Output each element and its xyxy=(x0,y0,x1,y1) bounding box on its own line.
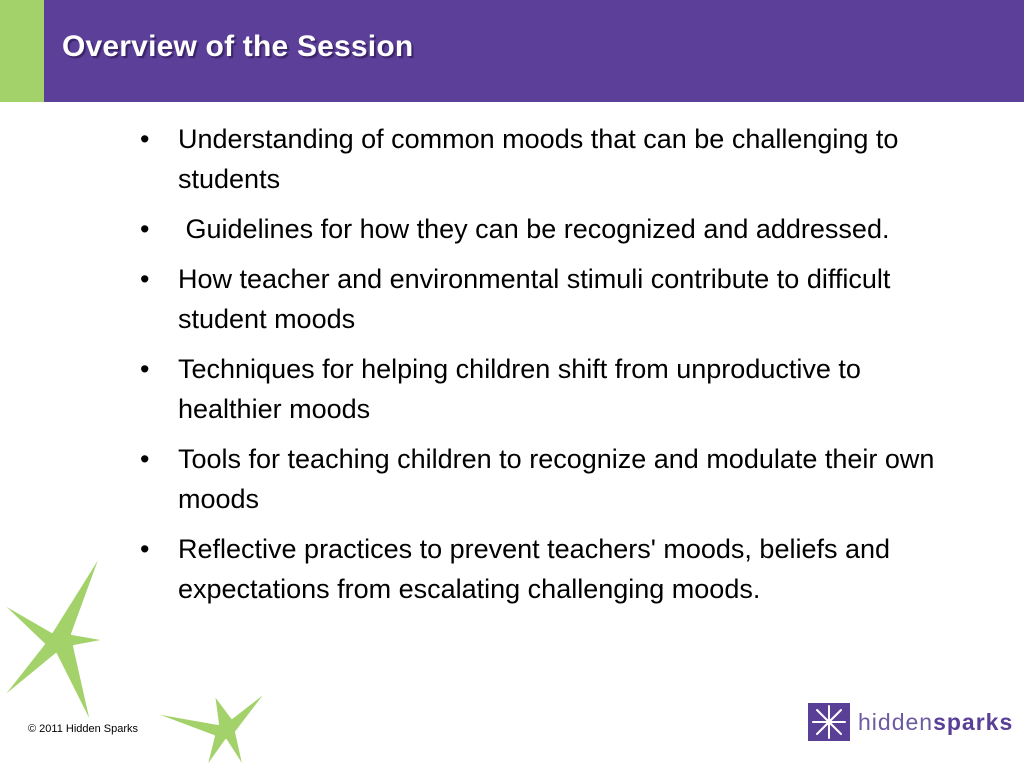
bullet-text: Techniques for helping children shift from unproductive to healthier moods xyxy=(178,354,861,424)
bullet-text: Reflective practices to prevent teachers' moods, beliefs and expectations from escalating challenging moods. xyxy=(178,534,891,604)
bullet-text: How teacher and environmental stimuli contribute to difficult student moods xyxy=(178,264,891,334)
title-bar xyxy=(0,0,1024,102)
hidden-sparks-logo xyxy=(808,702,1013,742)
hidden-sparks-logo-icon xyxy=(808,703,850,741)
bullet-dot: • xyxy=(140,354,150,384)
bullet-item xyxy=(140,119,940,199)
bullet-item xyxy=(140,259,940,339)
bullet-dot: • xyxy=(140,534,150,564)
bullet-item xyxy=(140,439,940,519)
bullet-text: Guidelines for how they can be recognized and addressed. xyxy=(178,214,890,244)
bullet-dot: • xyxy=(140,264,150,294)
logo-word-sparks: sparks xyxy=(933,709,1014,735)
bullet-dot: • xyxy=(140,444,150,474)
logo-wordmark xyxy=(858,703,1013,741)
bullet-text: Understanding of common moods that can be challenging to students xyxy=(178,124,899,194)
title-bar-accent xyxy=(0,0,44,102)
bullet-dot: • xyxy=(140,124,150,154)
bullet-item xyxy=(140,349,940,429)
copyright-text: © 2011 Hidden Sparks xyxy=(28,723,139,735)
logo-word-hidden: hidden xyxy=(858,709,934,735)
slide-title: Overview of the Session xyxy=(62,30,414,63)
bullet-dot: • xyxy=(140,214,150,244)
bullet-text: Tools for teaching children to recognize and modulate their own moods xyxy=(178,444,935,514)
bullet-item xyxy=(140,209,940,249)
